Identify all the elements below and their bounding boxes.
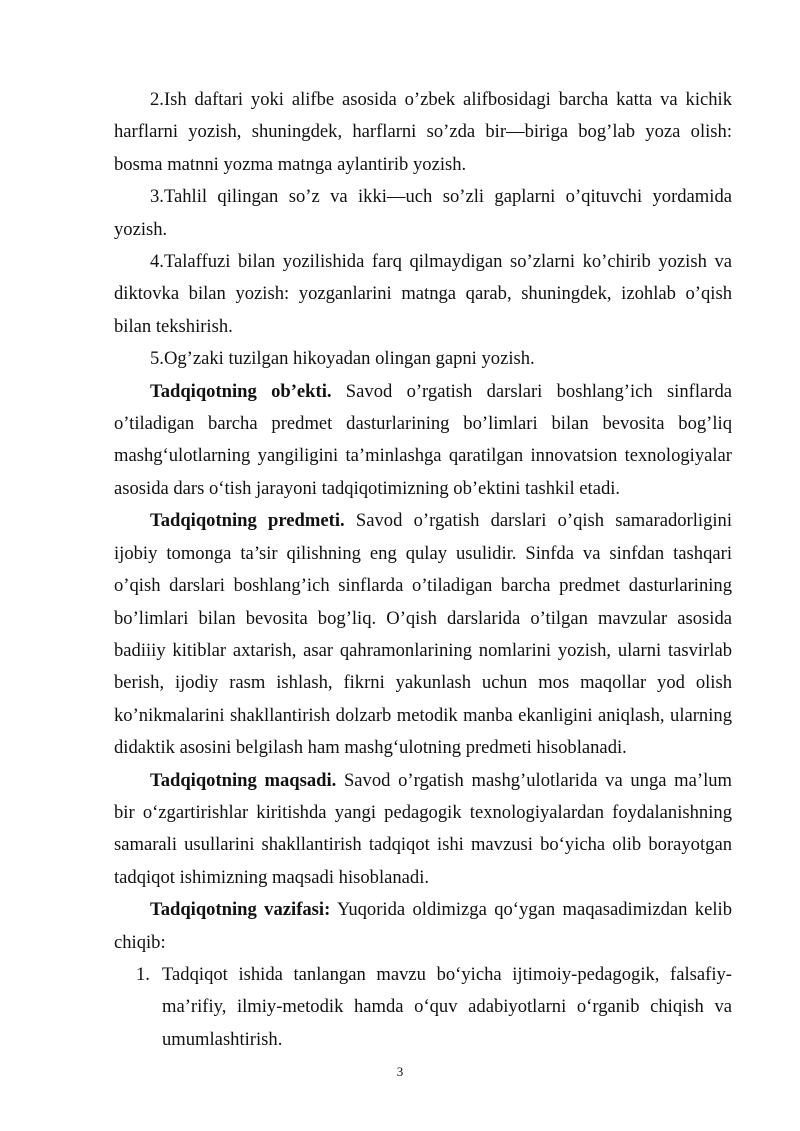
page-number: 3 bbox=[396, 1064, 404, 1079]
tasks-list bbox=[114, 959, 732, 1056]
paragraph bbox=[114, 181, 732, 246]
document-body bbox=[114, 84, 732, 1056]
section-label: Tadqiqotning ob’ekti. bbox=[150, 380, 332, 402]
paragraph-text: Savod o’rgatish mashg’ulotlarida va unga ma’lum bir o‘zgartirishlar kiritishda yangi pedagogik texnologiyalardan foydalanishning samarali usullarini shakllantirish tadqiqot ishi mavzusi bo‘yicha olib borayotgan tadqiqot ishimizning maqsadi hisoblanadi. bbox=[114, 769, 732, 888]
paragraph-tasks bbox=[114, 894, 732, 959]
section-label: Tadqiqotning maqsadi. bbox=[150, 769, 337, 791]
paragraph-subject bbox=[114, 505, 732, 764]
paragraph-object bbox=[114, 376, 732, 506]
list-item-number: 1. bbox=[136, 963, 150, 985]
paragraph-goal bbox=[114, 765, 732, 895]
list-item-text: Tadqiqot ishida tanlangan mavzu bo‘yicha ijtimoiy-pedagogik, falsafiy-ma’rifiy, ilmiy-metodik hamda o‘quv adabiyotlarni o‘rganib chiqish va umumlashtirish. bbox=[162, 963, 732, 1050]
paragraph-text: 3.Tahlil qilingan so’z va ikki—uch so’zli gaplarni o’qituvchi yordamida yozish. bbox=[114, 186, 732, 240]
paragraph-text: Savod o’rgatish darslari o’qish samaradorligini ijobiy tomonga ta’sir qilishning eng qulay usulidir. Sinfda va sinfdan tashqari o’qish darslari boshlang’ich sinflarda o’tiladigan barcha predmet dasturlarining bo’limlari bilan bevosita bog’liq. O’qish darslarida o’tilgan mavzular asosida badiiiy kitiblar axtarish, asar qahramonlarining nomlarini yozish, ularni tasvirlab berish, ijodiy rasm ishlash, fikrni yakunlash uchun mos maqollar yod olish ko’nikmalarini shakllantirish dolzarb metodik manba ekanligini aniqlash, ularning didaktik asosini belgilash ham mashg‘ulotning predmeti hisoblanadi. bbox=[114, 510, 733, 759]
paragraph-text: 5.Og’zaki tuzilgan hikoyadan olingan gapni yozish. bbox=[150, 348, 535, 370]
section-label: Tadqiqotning vazifasi: bbox=[150, 899, 331, 921]
paragraph bbox=[114, 246, 732, 343]
paragraph bbox=[114, 343, 732, 375]
list-item bbox=[114, 959, 732, 1056]
section-label: Tadqiqotning predmeti. bbox=[150, 510, 345, 532]
paragraph-text: 2.Ish daftari yoki alifbe asosida o’zbek alifbosidagi barcha katta va kichik harflarni yozish, shuningdek, harflarni so’zda bir—biriga bog’lab yoza olish: bosma matnni yozma matnga aylantirib yozish. bbox=[114, 89, 732, 175]
paragraph bbox=[114, 84, 732, 181]
paragraph-text: Yuqorida oldimizga qo‘ygan maqasadimizdan kelib chiqib: bbox=[114, 899, 732, 953]
paragraph-text: Savod o’rgatish darslari boshlang’ich sinflarda o’tiladigan barcha predmet dasturlarining bo’limlari bilan bevosita bog’liq mashg‘ulotlarning yangiligini ta’minlashga qaratilgan innovatsion texnologiyalar asosida dars o‘tish jarayoni tadqiqotimizning ob’ektini tashkil etadi. bbox=[114, 380, 732, 499]
paragraph-text: 4.Talaffuzi bilan yozilishida farq qilmaydigan so’zlarni ko’chirib yozish va diktovka bilan yozish: yozganlarini matnga qarab, shuningdek, izohlab o’qish bilan tekshirish. bbox=[114, 251, 732, 337]
